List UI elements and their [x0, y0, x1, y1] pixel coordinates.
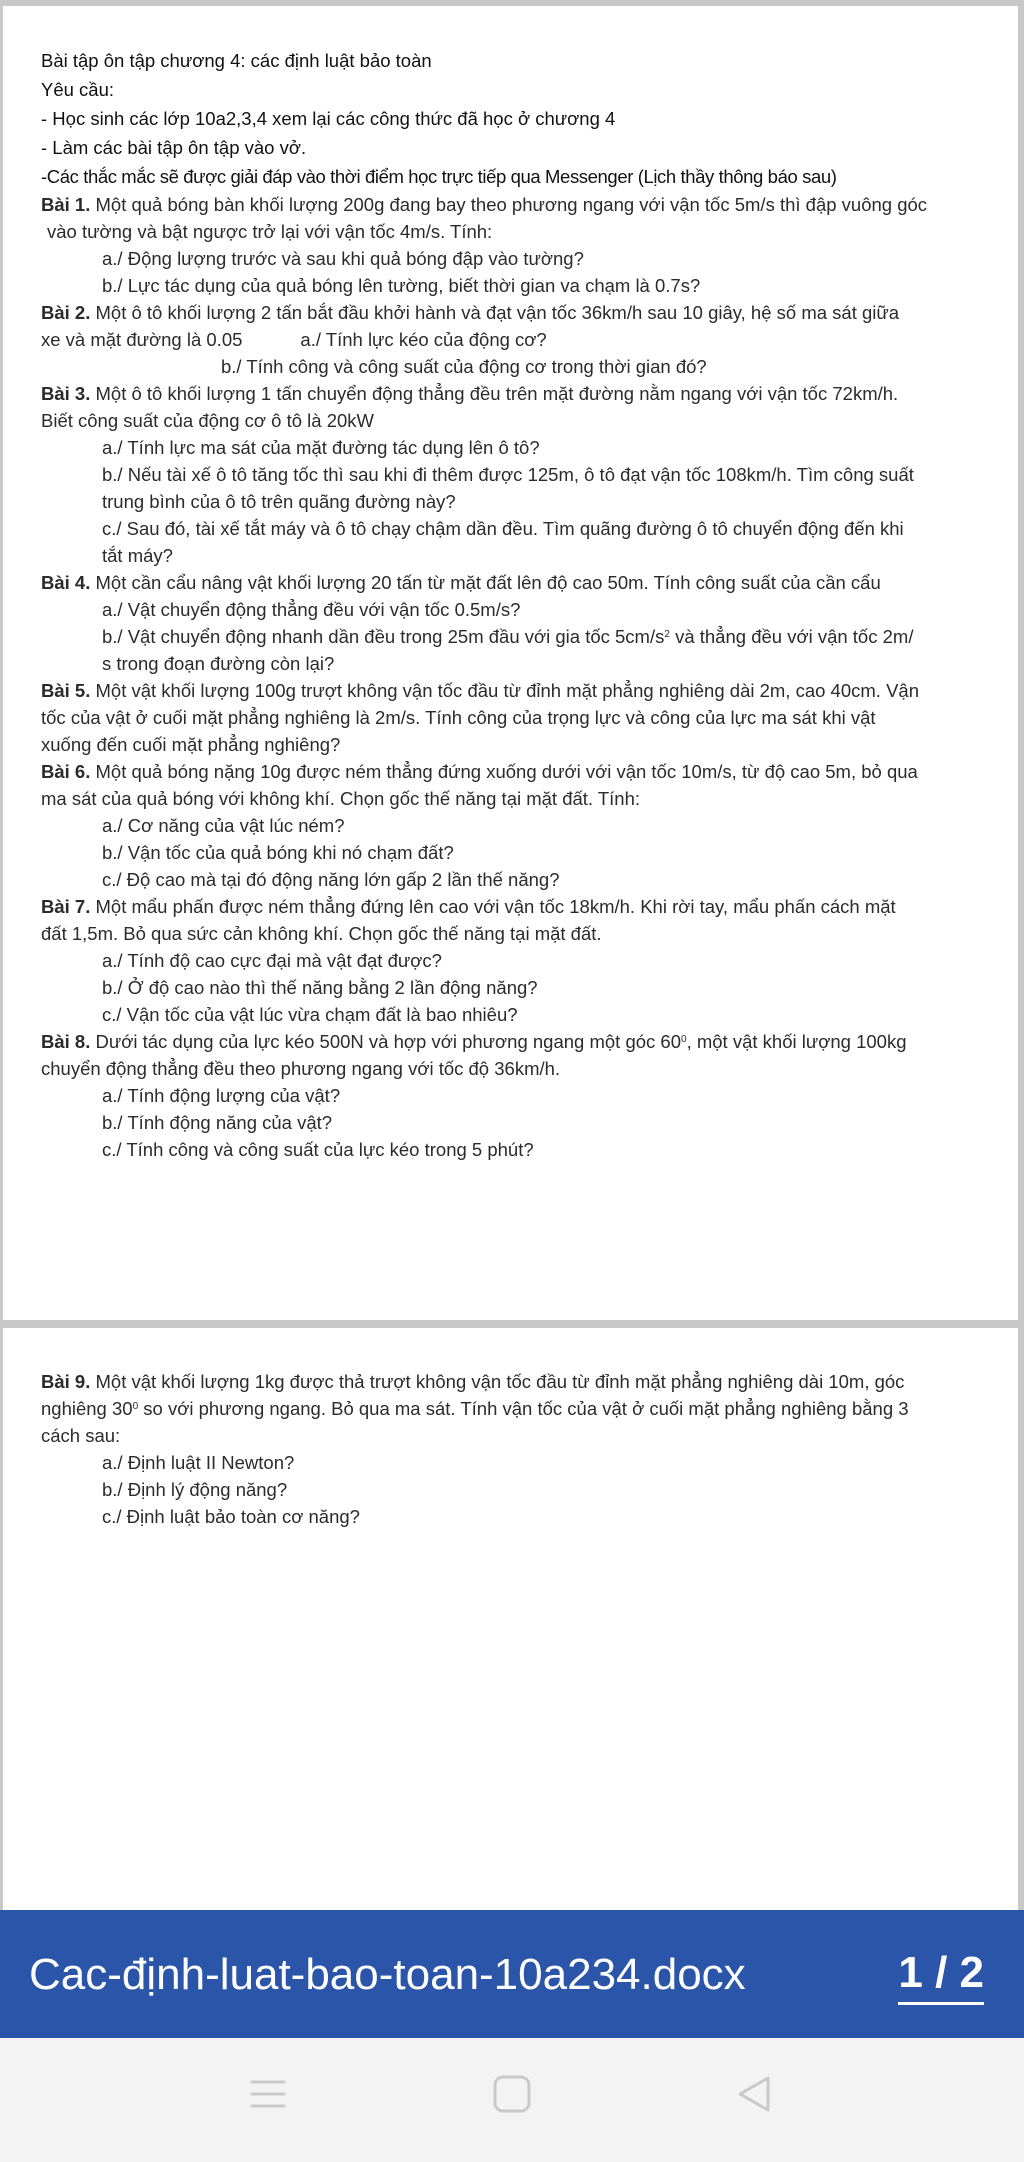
doc-title: Bài tập ôn tập chương 4: các định luật bảo toàn — [41, 50, 432, 71]
question-b: b./ Vật chuyển động nhanh dần đều trong 25m đầu với gia tốc 5cm/s — [102, 626, 665, 647]
question-b: b./ Định lý động năng? — [102, 1479, 288, 1500]
file-name[interactable]: Cac-định-luat-bao-toan-10a234.docx — [29, 1950, 746, 1999]
exercise-text: Một quả bóng nặng 10g được ném thẳng đứng xuống dưới với vận tốc 10m/s, từ độ cao 5m, bỏ qua — [90, 761, 918, 782]
question-b: và thẳng đều với vận tốc 2m/ — [669, 626, 914, 647]
menu-icon-glyph — [246, 2072, 290, 2116]
exercise-text: xe và mặt đường là 0.05 — [41, 329, 243, 350]
exercise-label: Bài 5. — [41, 680, 91, 701]
exercise-text: đất 1,5m. Bỏ qua sức cản không khí. Chọn gốc thế năng tại mặt đất. — [41, 923, 602, 944]
question-c: c./ Sau đó, tài xế tắt máy và ô tô chạy chậm dần đều. Tìm quãng đường ô tô chuyển động đến khi — [102, 518, 904, 539]
question-b: b./ Tính động năng của vật? — [102, 1112, 333, 1133]
question-c: c./ Độ cao mà tại đó động năng lớn gấp 2 lần thế năng? — [102, 869, 560, 890]
exercise-4 — [41, 569, 998, 677]
question-c: c./ Định luật bảo toàn cơ năng? — [102, 1506, 360, 1527]
superscript: 2 — [664, 629, 670, 640]
back-icon[interactable] — [732, 2072, 776, 2116]
question-a: a./ Cơ năng của vật lúc ném? — [102, 815, 345, 836]
exercise-text: Một vật khối lượng 100g trượt không vận tốc đầu từ đỉnh mặt phẳng nghiêng dài 2m, cao 40cm. Vận — [90, 680, 919, 701]
exercise-label: Bài 6. — [41, 761, 91, 782]
question-a: a./ Vật chuyển động thẳng đều với vận tốc 0.5m/s? — [102, 599, 521, 620]
menu-icon[interactable] — [246, 2072, 290, 2116]
exercise-7 — [41, 893, 998, 1028]
exercise-8 — [41, 1028, 998, 1163]
home-icon[interactable] — [490, 2072, 534, 2116]
document-page-2 — [3, 1328, 1018, 1910]
exercise-text: , một vật khối lượng 100kg — [686, 1031, 907, 1052]
exercise-3 — [41, 380, 998, 569]
exercise-label: Bài 8. — [41, 1031, 91, 1052]
exercise-text: Biết công suất của động cơ ô tô là 20kW — [41, 410, 374, 431]
question-b: b./ Lực tác dụng của quả bóng lên tường, biết thời gian va chạm là 0.7s? — [102, 275, 701, 296]
exercise-2 — [41, 299, 998, 380]
exercise-5 — [41, 677, 998, 758]
exercise-text: vào tường và bật ngược trở lại với vận tốc 4m/s. Tính: — [47, 221, 493, 242]
system-navigation-bar — [0, 2038, 1024, 2162]
question-a: a./ Tính động lượng của vật? — [102, 1085, 341, 1106]
exercise-label: Bài 9. — [41, 1371, 91, 1392]
exercise-1 — [41, 191, 998, 299]
document-page-1 — [3, 6, 1018, 1320]
question-c: c./ Tính công và công suất của lực kéo trong 5 phút? — [102, 1139, 534, 1160]
question-a: a./ Tính độ cao cực đại mà vật đạt được? — [102, 950, 442, 971]
requirement-1: - Học sinh các lớp 10a2,3,4 xem lại các công thức đã học ở chương 4 — [41, 108, 616, 129]
question-a: a./ Định luật II Newton? — [102, 1452, 295, 1473]
question-c: c./ Vận tốc của vật lúc vừa chạm đất là bao nhiêu? — [102, 1004, 518, 1025]
page-content — [41, 1368, 998, 1530]
exercise-text: nghiêng 30 — [41, 1398, 133, 1419]
question-a: a./ Động lượng trước và sau khi quả bóng đập vào tường? — [102, 248, 584, 269]
question-b: b./ Ở độ cao nào thì thế năng bằng 2 lần động năng? — [102, 977, 538, 998]
superscript: 0 — [681, 1034, 687, 1045]
exercise-text: so với phương ngang. Bỏ qua ma sát. Tính vận tốc của vật ở cuối mặt phẳng nghiêng bằng 3 — [138, 1398, 909, 1419]
exercise-9 — [41, 1368, 998, 1530]
question-c-cont: tắt máy? — [102, 545, 173, 566]
question-b: b./ Tính công và công suất của động cơ trong thời gian đó? — [221, 356, 707, 377]
exercise-label: Bài 4. — [41, 572, 91, 593]
exercise-text: cách sau: — [41, 1425, 121, 1446]
exercise-text: Một vật khối lượng 1kg được thả trượt không vận tốc đầu từ đỉnh mặt phẳng nghiêng dài 10m, góc — [90, 1371, 905, 1392]
exercise-text: tốc của vật ở cuối mặt phẳng nghiêng là 2m/s. Tính công của trọng lực và công của lực ma sát khi vật — [41, 707, 876, 728]
exercise-6 — [41, 758, 998, 893]
superscript: 0 — [132, 1401, 139, 1412]
question-a: a./ Tính lực ma sát của mặt đường tác dụng lên ô tô? — [102, 437, 540, 458]
home-icon-glyph — [490, 2072, 534, 2116]
requirement-2: - Làm các bài tập ôn tập vào vở. — [41, 137, 307, 158]
exercise-text: Một mẩu phấn được ném thẳng đứng lên cao với vận tốc 18km/h. Khi rời tay, mẩu phấn cách mặt — [90, 896, 896, 917]
page-indicator[interactable]: 1 / 2 — [898, 1946, 984, 2005]
exercise-text: chuyển động thẳng đều theo phương ngang với tốc độ 36km/h. — [41, 1058, 561, 1079]
back-icon-glyph — [732, 2072, 776, 2116]
requirements-label: Yêu cầu: — [41, 79, 115, 100]
exercise-label: Bài 1. — [41, 194, 91, 215]
question-a: a./ Tính lực kéo của động cơ? — [300, 329, 547, 350]
requirement-3: -Các thắc mắc sẽ được giải đáp vào thời điểm học trực tiếp qua Messenger (Lịch thầy thông báo sau) — [41, 166, 837, 187]
exercise-text: Dưới tác dụng của lực kéo 500N và hợp với phương ngang một góc 60 — [90, 1031, 682, 1052]
document-footer-bar — [0, 1910, 1024, 2038]
question-b-cont: s trong đoạn đường còn lại? — [102, 653, 335, 674]
exercise-text: Một ô tô khối lượng 2 tấn bắt đầu khởi hành và đạt vận tốc 36km/h sau 10 giây, hệ số ma sát giữa — [90, 302, 900, 323]
page-content — [41, 46, 998, 1163]
exercise-text: Một ô tô khối lượng 1 tấn chuyển động thẳng đều trên mặt đường nằm ngang với vận tốc 72km/h. — [90, 383, 899, 404]
exercise-label: Bài 2. — [41, 302, 91, 323]
question-b: b./ Vận tốc của quả bóng khi nó chạm đất? — [102, 842, 454, 863]
question-b-cont: trung bình của ô tô trên quãng đường này? — [102, 491, 456, 512]
exercise-text: ma sát của quả bóng với không khí. Chọn gốc thế năng tại mặt đất. Tính: — [41, 788, 641, 809]
exercise-text: Một quả bóng bàn khối lượng 200g đang bay theo phương ngang với vận tốc 5m/s thì đập vuông góc — [90, 194, 928, 215]
exercise-text: xuống đến cuối mặt phẳng nghiêng? — [41, 734, 341, 755]
exercise-text: Một cần cẩu nâng vật khối lượng 20 tấn từ mặt đất lên độ cao 50m. Tính công suất của cần cẩu — [90, 572, 881, 593]
exercise-label: Bài 3. — [41, 383, 91, 404]
exercise-label: Bài 7. — [41, 896, 91, 917]
question-b: b./ Nếu tài xế ô tô tăng tốc thì sau khi đi thêm được 125m, ô tô đạt vận tốc 108km/h. Tìm công suất — [102, 464, 914, 485]
